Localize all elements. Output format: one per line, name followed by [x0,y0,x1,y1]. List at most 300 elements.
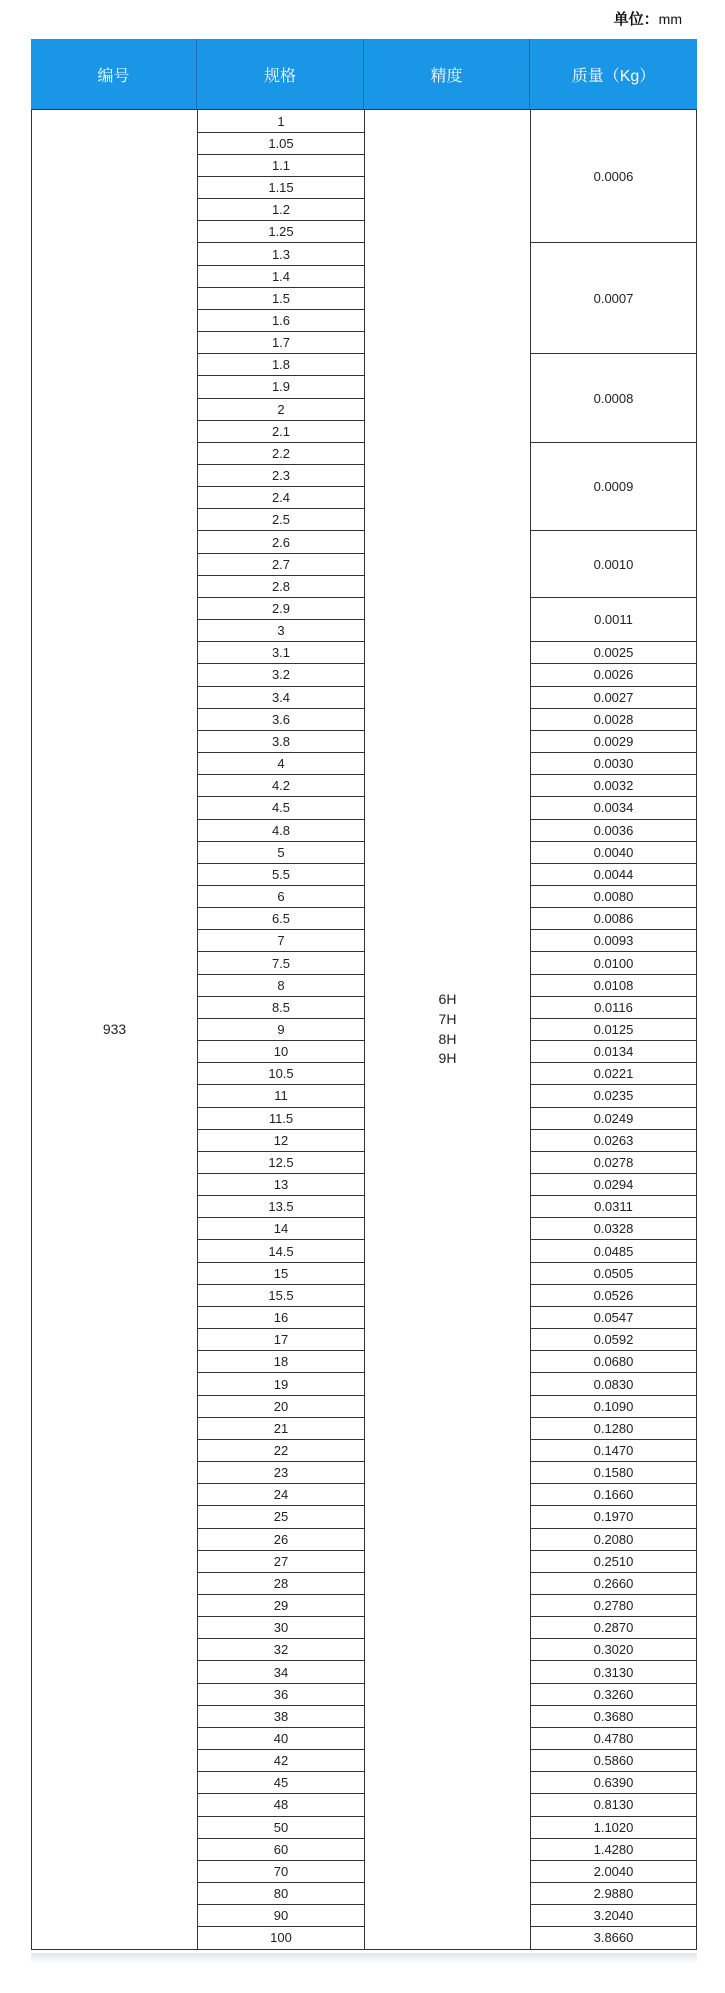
mass-cell: 0.0485 [593,1243,634,1259]
mass-cell: 0.0278 [593,1154,634,1170]
row-divider [198,1439,364,1440]
row-divider [198,464,364,465]
spec-cell: 1.7 [271,335,291,351]
mass-cell: 0.0010 [593,556,634,572]
spec-cell: 11 [274,1088,288,1104]
mass-cell: 0.0116 [594,999,633,1015]
row-divider [531,841,696,842]
spec-column [197,109,365,1950]
row-divider [531,708,696,709]
mass-cell: 0.0009 [593,479,634,495]
row-divider [198,1372,364,1373]
mass-cell: 0.0108 [593,977,634,993]
mass-cell: 2.9880 [593,1886,634,1902]
code-cell: 933 [102,1020,127,1037]
row-divider [531,1793,696,1794]
mass-cell: 0.0134 [593,1044,634,1060]
spec-cell: 12 [273,1132,289,1148]
row-divider [198,907,364,908]
spec-cell: 13 [273,1177,289,1193]
spec-cell: 2.7 [271,556,291,572]
mass-cell: 3.2040 [593,1908,634,1924]
row-divider [198,951,364,952]
row-divider [198,1816,364,1817]
spec-cell: 4.5 [271,800,291,816]
spec-cell: 7 [277,933,285,949]
row-divider [198,1084,364,1085]
spec-cell: 8 [277,977,285,993]
mass-cell: 0.0547 [593,1310,634,1326]
spec-cell: 24 [273,1487,289,1503]
row-divider [531,752,696,753]
mass-cell: 0.0086 [593,911,634,927]
row-divider [531,1838,696,1839]
row-divider [531,1550,696,1551]
mass-cell: 0.0249 [593,1110,634,1126]
row-divider [531,1306,696,1307]
row-divider [198,442,364,443]
mass-cell: 0.3130 [593,1664,634,1680]
row-divider [531,1328,696,1329]
row-divider [531,1572,696,1573]
row-divider [198,863,364,864]
row-divider [198,663,364,664]
spec-cell: 1.05 [268,135,294,151]
row-divider [531,353,696,354]
spec-cell: 2.1 [271,423,291,439]
row-divider [198,1616,364,1617]
header-spec: 规格 [197,39,364,109]
spec-cell: 14.5 [268,1243,294,1259]
spec-cell: 48 [273,1797,289,1813]
spec-cell: 29 [273,1598,289,1614]
row-divider [198,1284,364,1285]
spec-cell: 5 [277,844,285,860]
row-divider [531,730,696,731]
mass-cell: 0.0235 [593,1088,634,1104]
row-divider [198,1505,364,1506]
spec-cell: 1.6 [271,312,291,328]
row-divider [198,996,364,997]
mass-cell: 0.0044 [593,866,634,882]
mass-cell: 0.1470 [593,1442,634,1458]
spec-cell: 27 [273,1553,289,1569]
mass-cell: 0.1580 [593,1465,634,1481]
mass-cell: 0.0093 [593,933,634,949]
row-divider [198,198,364,199]
row-divider [531,1439,696,1440]
spec-cell: 38 [273,1708,289,1724]
mass-cell: 0.0032 [593,778,634,794]
row-divider [531,1528,696,1529]
mass-cell: 0.2080 [593,1531,634,1547]
row-divider [531,929,696,930]
row-divider [198,1838,364,1839]
spec-cell: 1.4 [271,268,291,284]
row-divider [198,265,364,266]
spec-cell: 18 [273,1354,289,1370]
mass-cell: 0.0025 [593,645,634,661]
row-divider [198,1461,364,1462]
row-divider [531,530,696,531]
row-divider [198,1638,364,1639]
spec-cell: 7.5 [271,955,291,971]
row-divider [198,1594,364,1595]
row-divider [198,1306,364,1307]
spec-cell: 1.9 [271,379,291,395]
row-divider [531,1749,696,1750]
row-divider [531,907,696,908]
row-divider [198,1217,364,1218]
row-divider [531,1151,696,1152]
row-divider [198,553,364,554]
row-divider [531,1173,696,1174]
row-divider [198,1926,364,1927]
mass-cell: 0.0026 [593,667,634,683]
spec-cell: 40 [273,1731,289,1746]
spec-cell: 45 [273,1775,289,1791]
mass-cell: 0.0830 [593,1376,634,1392]
mass-cell: 0.0328 [593,1221,634,1237]
mass-cell: 0.0007 [593,290,634,306]
row-divider [198,1040,364,1041]
row-divider [531,442,696,443]
row-divider [198,220,364,221]
mass-cell: 0.2780 [593,1598,634,1614]
row-divider [531,1062,696,1063]
mass-cell: 0.3680 [593,1708,634,1724]
mass-cell: 0.5860 [593,1753,634,1769]
row-divider [198,1262,364,1263]
spec-cell: 34 [273,1664,289,1680]
spec-cell: 70 [273,1863,289,1879]
row-divider [198,1107,364,1108]
row-divider [198,1129,364,1130]
row-divider [198,508,364,509]
row-divider [198,1350,364,1351]
row-divider [198,730,364,731]
spec-cell: 11.5 [268,1110,294,1126]
row-divider [198,331,364,332]
spec-cell: 30 [273,1620,289,1636]
table-shadow [31,1953,697,1963]
mass-cell: 0.0028 [593,711,634,727]
row-divider [198,1793,364,1794]
mass-cell: 0.2870 [593,1620,634,1636]
row-divider [531,663,696,664]
mass-cell: 0.0100 [593,955,634,971]
mass-cell: 0.3020 [593,1642,634,1658]
spec-cell: 3.6 [271,711,291,727]
row-divider [198,841,364,842]
row-divider [198,1528,364,1529]
spec-cell: 50 [273,1819,289,1835]
row-divider [198,1173,364,1174]
row-divider [531,1638,696,1639]
row-divider [198,885,364,886]
spec-cell: 3.2 [271,667,291,683]
row-divider [198,1572,364,1573]
row-divider [198,974,364,975]
row-divider [198,375,364,376]
mass-cell: 0.0505 [593,1265,634,1281]
row-divider [198,1660,364,1661]
row-divider [198,1062,364,1063]
header-code: 编号 [31,39,197,109]
spec-cell: 1.8 [271,357,291,373]
spec-cell: 4 [277,756,285,772]
spec-cell: 32 [273,1642,289,1658]
row-divider [198,1904,364,1905]
header-precision: 精度 [364,39,530,109]
row-divider [531,1195,696,1196]
row-divider [531,1395,696,1396]
row-divider [531,1860,696,1861]
spec-cell: 2.6 [271,534,291,550]
mass-cell: 0.1280 [593,1420,634,1436]
spec-cell: 15 [273,1265,289,1281]
spec-cell: 2 [277,401,285,417]
row-divider [531,1771,696,1772]
row-divider [531,1262,696,1263]
row-divider [198,353,364,354]
row-divider [531,1727,696,1728]
row-divider [198,619,364,620]
mass-cell: 0.2660 [593,1575,634,1591]
mass-cell: 0.0221 [593,1066,634,1082]
row-divider [198,1328,364,1329]
mass-cell: 0.0011 [594,612,633,628]
spec-cell: 2.9 [271,601,291,617]
mass-cell: 1.1020 [593,1819,634,1835]
spec-cell: 1.15 [268,180,294,196]
mass-cell: 0.0029 [593,733,634,749]
mass-cell: 0.0311 [594,1199,633,1215]
mass-cell: 0.2510 [593,1553,634,1569]
mass-cell: 0.1090 [593,1398,634,1414]
spec-cell: 6.5 [271,911,291,927]
row-divider [531,1660,696,1661]
header-mass: 质量（Kg） [530,39,697,109]
spec-cell: 26 [273,1531,289,1547]
row-divider [198,1860,364,1861]
row-divider [531,996,696,997]
spec-cell: 60 [273,1841,289,1857]
row-divider [531,242,696,243]
code-column [31,109,198,1950]
row-divider [531,597,696,598]
mass-cell: 0.0040 [593,844,634,860]
spec-cell: 1 [277,113,285,129]
row-divider [198,1550,364,1551]
mass-cell: 0.0027 [593,689,634,705]
mass-cell: 0.3260 [593,1686,634,1702]
row-divider [531,1816,696,1817]
row-divider [531,1018,696,1019]
spec-cell: 3 [277,623,285,639]
row-divider [531,641,696,642]
spec-cell: 2.4 [271,490,291,506]
row-divider [198,1727,364,1728]
row-divider [198,1417,364,1418]
spec-cell: 6 [277,889,285,905]
spec-cell: 42 [273,1753,289,1769]
row-divider [198,752,364,753]
row-divider [531,1505,696,1506]
spec-cell: 5.5 [271,866,291,882]
mass-cell: 0.0030 [593,756,634,772]
row-divider [531,796,696,797]
specification-table [31,39,697,1950]
spec-cell: 28 [273,1575,289,1591]
spec-cell: 21 [273,1420,289,1436]
precision-cell: 6H 7H 8H 9H [438,991,457,1067]
mass-column [530,109,697,1950]
row-divider [531,1040,696,1041]
row-divider [531,1084,696,1085]
spec-cell: 80 [273,1886,289,1902]
row-divider [531,1239,696,1240]
row-divider [531,974,696,975]
spec-cell: 9 [277,1021,285,1037]
row-divider [198,796,364,797]
spec-cell: 15.5 [268,1287,294,1303]
spec-cell: 36 [273,1686,289,1702]
row-divider [531,686,696,687]
row-divider [531,1594,696,1595]
spec-cell: 2.8 [271,578,291,594]
row-divider [198,686,364,687]
row-divider [198,575,364,576]
spec-cell: 1.3 [271,246,291,262]
spec-cell: 14 [273,1221,289,1237]
row-divider [531,951,696,952]
spec-cell: 3.1 [271,645,291,661]
spec-cell: 4.8 [271,822,291,838]
row-divider [198,309,364,310]
mass-cell: 0.0592 [593,1332,634,1348]
row-divider [198,641,364,642]
spec-cell: 13.5 [268,1199,294,1215]
row-divider [198,1683,364,1684]
mass-cell: 0.0263 [593,1132,634,1148]
row-divider [531,1461,696,1462]
spec-cell: 12.5 [268,1154,294,1170]
mass-cell: 0.1660 [593,1487,634,1503]
spec-cell: 17 [273,1332,289,1348]
mass-cell: 0.0294 [593,1177,634,1193]
row-divider [531,1926,696,1927]
spec-cell: 90 [273,1908,289,1924]
row-divider [198,242,364,243]
row-divider [531,774,696,775]
row-divider [198,1483,364,1484]
row-divider [198,420,364,421]
mass-cell: 0.4780 [593,1731,634,1746]
row-divider [198,1395,364,1396]
row-divider [198,774,364,775]
row-divider [198,1195,364,1196]
mass-cell: 0.0034 [593,800,634,816]
spec-cell: 4.2 [271,778,291,794]
unit-label [614,8,682,29]
spec-cell: 23 [273,1465,289,1481]
row-divider [531,1483,696,1484]
row-divider [198,1705,364,1706]
row-divider [198,287,364,288]
row-divider [531,1616,696,1617]
spec-cell: 1.1 [271,157,291,173]
mass-cell: 0.0125 [593,1021,634,1037]
spec-cell: 22 [273,1442,289,1458]
row-divider [531,1350,696,1351]
row-divider [531,1683,696,1684]
row-divider [198,1882,364,1883]
row-divider [531,1217,696,1218]
row-divider [198,132,364,133]
mass-cell: 0.0080 [593,889,634,905]
spec-cell: 3.4 [271,689,291,705]
mass-cell: 2.0040 [593,1863,634,1879]
row-divider [198,176,364,177]
spec-cell: 10 [273,1044,289,1060]
unit-value: mm [658,11,682,27]
row-divider [198,1018,364,1019]
spec-cell: 1.2 [271,202,291,218]
row-divider [198,530,364,531]
spec-cell: 8.5 [271,999,291,1015]
precision-column [364,109,531,1950]
row-divider [198,597,364,598]
row-divider [531,1129,696,1130]
mass-cell: 1.4280 [593,1841,634,1857]
row-divider [531,1882,696,1883]
spec-cell: 100 [270,1930,292,1946]
mass-cell: 0.8130 [593,1797,634,1813]
row-divider [531,1372,696,1373]
spec-cell: 2.2 [271,445,291,461]
row-divider [198,819,364,820]
row-divider [198,1771,364,1772]
mass-cell: 0.1970 [593,1509,634,1525]
mass-cell: 0.0526 [593,1287,634,1303]
row-divider [531,1107,696,1108]
spec-cell: 3.8 [271,733,291,749]
mass-cell: 3.8660 [593,1930,634,1946]
mass-cell: 0.0008 [593,390,634,406]
spec-cell: 2.3 [271,468,291,484]
row-divider [198,486,364,487]
spec-cell: 10.5 [268,1066,294,1082]
row-divider [531,819,696,820]
row-divider [198,1239,364,1240]
spec-cell: 19 [273,1376,289,1392]
row-divider [198,154,364,155]
row-divider [198,398,364,399]
mass-cell: 0.6390 [593,1775,634,1791]
spec-cell: 1.5 [271,290,291,306]
row-divider [531,1705,696,1706]
spec-cell: 16 [273,1310,289,1326]
row-divider [531,1284,696,1285]
row-divider [531,1904,696,1905]
mass-cell: 0.0680 [593,1354,634,1370]
row-divider [531,1417,696,1418]
spec-cell: 2.5 [271,512,291,528]
row-divider [198,708,364,709]
spec-cell: 1.25 [268,224,294,240]
row-divider [198,1151,364,1152]
